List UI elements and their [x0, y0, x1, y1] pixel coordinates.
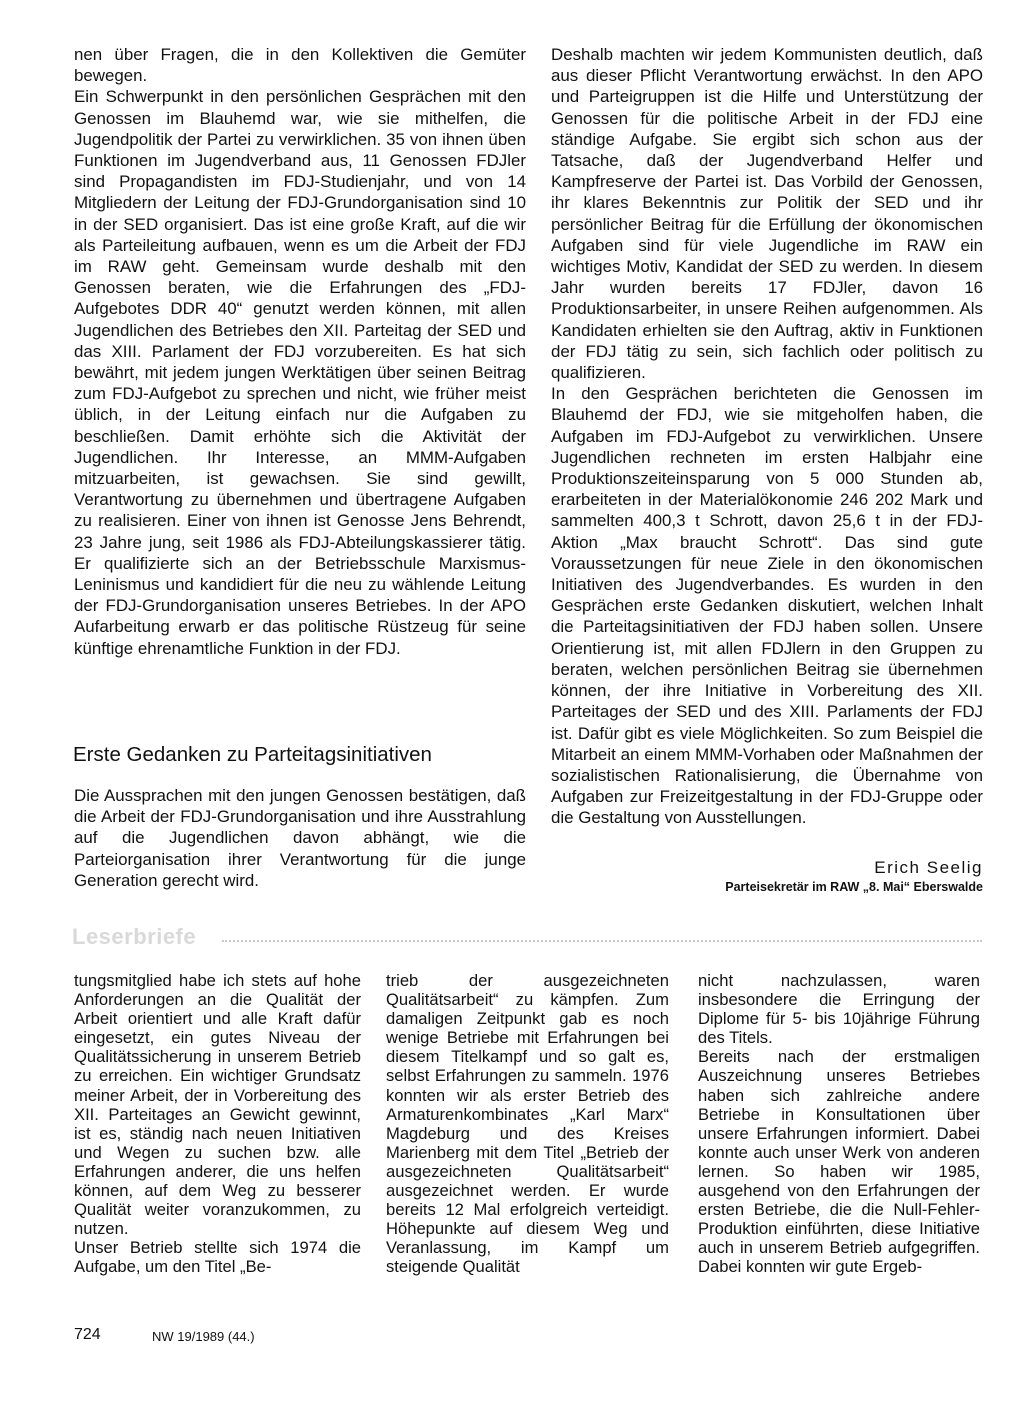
- section-heading: Erste Gedanken zu Parteitagsinitiativen: [73, 743, 432, 766]
- section-label: Leserbriefe: [72, 924, 197, 949]
- issue-reference: NW 19/1989 (44.): [152, 1329, 255, 1344]
- paragraph: In den Gesprächen berichteten die Genossen im Blauhemd der FDJ, wie sie mitgeholfen haben, die Aufgaben im FDJ-Aufgebot zu verwirklichen. Unsere Jugendlichen rechneten im ersten Halbjahr eine Produktionszeiteinsparung von 5 000 Stunden ab, erarbeiteten in der Materialökonomie 246 202 Mark und sammelten 400,3 t Schrott, davon 25,6 t in der FDJ-Aktion „Max braucht Schrott“. Das sind gute Voraussetzungen für neue Ziele in den ökonomischen Initiativen des Jugendverbandes. Es wurden in den Gesprächen erste Gedanken diskutiert, welchen Inhalt die Parteitagsinitiativen der FDJ haben sollen. Unsere Orientierung ist, mit allen FDJlern in den Gruppen zu beraten, welchen persönlichen Beitrag sie übernehmen können, der ihre Initiative in Vorbereitung des XII. Parteitages der SED und des XIII. Parlaments der FDJ ist. Dafür gibt es viele Möglichkeiten. So zum Beispiel die Mitarbeit an einem MMM-Vorhaben oder Maßnahmen der sozialistischen Rationalisierung, die Übernahme von Aufgaben zur Freizeitgestaltung in der FDJ-Gruppe oder die Gestaltung von Ausstellungen.: [551, 384, 983, 828]
- paragraph: nicht nachzulassen, waren insbesondere die Erringung der Diplome für 5- bis 10jährige Führung des Titels.: [698, 971, 980, 1048]
- letters-column-1: [74, 971, 361, 1277]
- letters-column-2: [386, 971, 669, 1277]
- article-column-left-bottom: [74, 785, 526, 891]
- page-number: 724: [74, 1326, 101, 1343]
- letters-column-3: [698, 971, 980, 1277]
- paragraph: nen über Fragen, die in den Kollektiven die Gemüter bewegen.: [74, 45, 526, 86]
- article-column-right: [551, 44, 983, 829]
- article-column-left: [74, 44, 526, 659]
- section-divider: [222, 940, 982, 942]
- paragraph: Unser Betrieb stellte sich 1974 die Aufgabe, um den Titel „Be-: [74, 1238, 361, 1277]
- author-role: Parteisekretär im RAW „8. Mai“ Eberswalde: [725, 880, 983, 894]
- paragraph: Ein Schwerpunkt in den persönlichen Gesprächen mit den Genossen im Blauhemd war, wie sie mithelfen, die Jugendpolitik der Partei zu verwirklichen. 35 von ihnen üben Funktionen im Jugendverband aus, 11 Genossen FDJler sind Propagandisten im FDJ-Studienjahr, und von 14 Mitgliedern der Leitung der FDJ-Grundorganisation sind 10 in der SED organisiert. Das ist eine große Kraft, auf die wir als Parteileitung aufbauen, wenn es um die Arbeit der FDJ im RAW geht. Gemeinsam wurde deshalb mit den Genossen beraten, wie die Erfahrungen des „FDJ-Aufgebotes DDR 40“ genutzt werden können, mit allen Jugendlichen des Betriebes den XII. Parteitag der SED und das XIII. Parlament der FDJ vorzubereiten. Es hat sich bewährt, mit jedem jungen Werktätigen über seinen Beitrag zum FDJ-Aufgebot zu sprechen und nicht, wie früher meist üblich, in der Leitung einfach nur die Aufgaben zu beschließen. Damit erhöhte sich die Aktivität der Jugendlichen. Ihr Interesse, an MMM-Aufgaben mitzuarbeiten, ist gewachsen. Sie sind gewillt, Verantwortung zu übernehmen und übertragene Aufgaben zu realisieren. Einer von ihnen ist Genosse Jens Behrendt, 23 Jahre jung, seit 1986 als FDJ-Abteilungskassierer tätig. Er qualifizierte sich an der Betriebsschule Marxismus-Leninismus und kandidiert für die neu zu wählende Leitung der FDJ-Grundorganisation unseres Betriebes. In der APO Aufarbeitung erwarb er das politische Rüstzeug für seine künftige ehrenamtliche Funktion in der FDJ.: [74, 87, 526, 658]
- paragraph: trieb der ausgezeichneten Qualitätsarbeit“ zu kämpfen. Zum damaligen Zeitpunkt gab es noch wenige Betriebe mit Erfahrungen bei diesem Titelkampf und so galt es, selbst Erfahrungen zu sammeln. 1976 konnten wir als erster Betrieb des Armaturenkombinates „Karl Marx“ Magdeburg und des Kreises Marienberg mit dem Titel „Betrieb der ausgezeichneten Qualitätsarbeit“ ausgezeichnet werden. Er wurde bereits 12 Mal erfolgreich verteidigt. Höhepunkte auf diesem Weg und Veranlassung, im Kampf um steigende Qualität: [386, 971, 669, 1277]
- paragraph: Die Aussprachen mit den jungen Genossen bestätigen, daß die Arbeit der FDJ-Grundorganisation und ihre Ausstrahlung auf die Jugendlichen davon abhängt, wie die Parteiorganisation ihrer Verantwortung für die junge Generation gerecht wird.: [74, 786, 526, 890]
- paragraph: tungsmitglied habe ich stets auf hohe Anforderungen an die Qualität der Arbeit orientiert und alle Kraft dafür eingesetzt, ein gutes Niveau der Qualitätssicherung in unserem Betrieb zu erreichen. Ein wichtiger Grundsatz meiner Arbeit, der in Vorbereitung des XII. Parteitages an Gewicht gewinnt, ist es, ständig nach neuen Initiativen und Wegen zu suchen bzw. alle Erfahrungen anderer, die uns helfen können, auf dem Weg zu besserer Qualität weiter voranzukommen, zu nutzen.: [74, 971, 361, 1239]
- author-name: Erich Seelig: [874, 858, 983, 877]
- paragraph: Deshalb machten wir jedem Kommunisten deutlich, daß aus dieser Pflicht Verantwortung erwächst. In den APO und Parteigruppen ist die Hilfe und Unterstützung der Genossen für die politische Arbeit in der FDJ eine ständige Aufgabe. Sie ergibt sich schon aus der Tatsache, daß der Jugendverband Helfer und Kampfreserve der Partei ist. Das Vorbild der Genossen, ihr klares Bekenntnis zur Politik der SED und ihr persönlicher Beitrag für die Erfüllung der ökonomischen Aufgaben sind für viele Jugendliche im RAW ein wichtiges Motiv, Kandidat der SED zu werden. In diesem Jahr wurden bereits 17 FDJler, davon 16 Produktionsarbeiter, in unsere Reihen aufgenommen. Als Kandidaten erhielten sie den Auftrag, aktiv in Funktionen der FDJ tätig zu sein, sich fachlich oder politisch zu qualifizieren.: [551, 45, 983, 383]
- paragraph: Bereits nach der erstmaligen Auszeichnung unseres Betriebes haben sich zahlreiche andere Betriebe in Konsultationen über unsere Erfahrungen informiert. Dabei konnte auch unser Werk von anderen lernen. So haben wir 1985, ausgehend von den Erfahrungen der ersten Betriebe, die die Null-Fehler-Produktion einführten, diese Initiative auch in unserem Betrieb aufgegriffen. Dabei konnten wir gute Ergeb-: [698, 1047, 980, 1277]
